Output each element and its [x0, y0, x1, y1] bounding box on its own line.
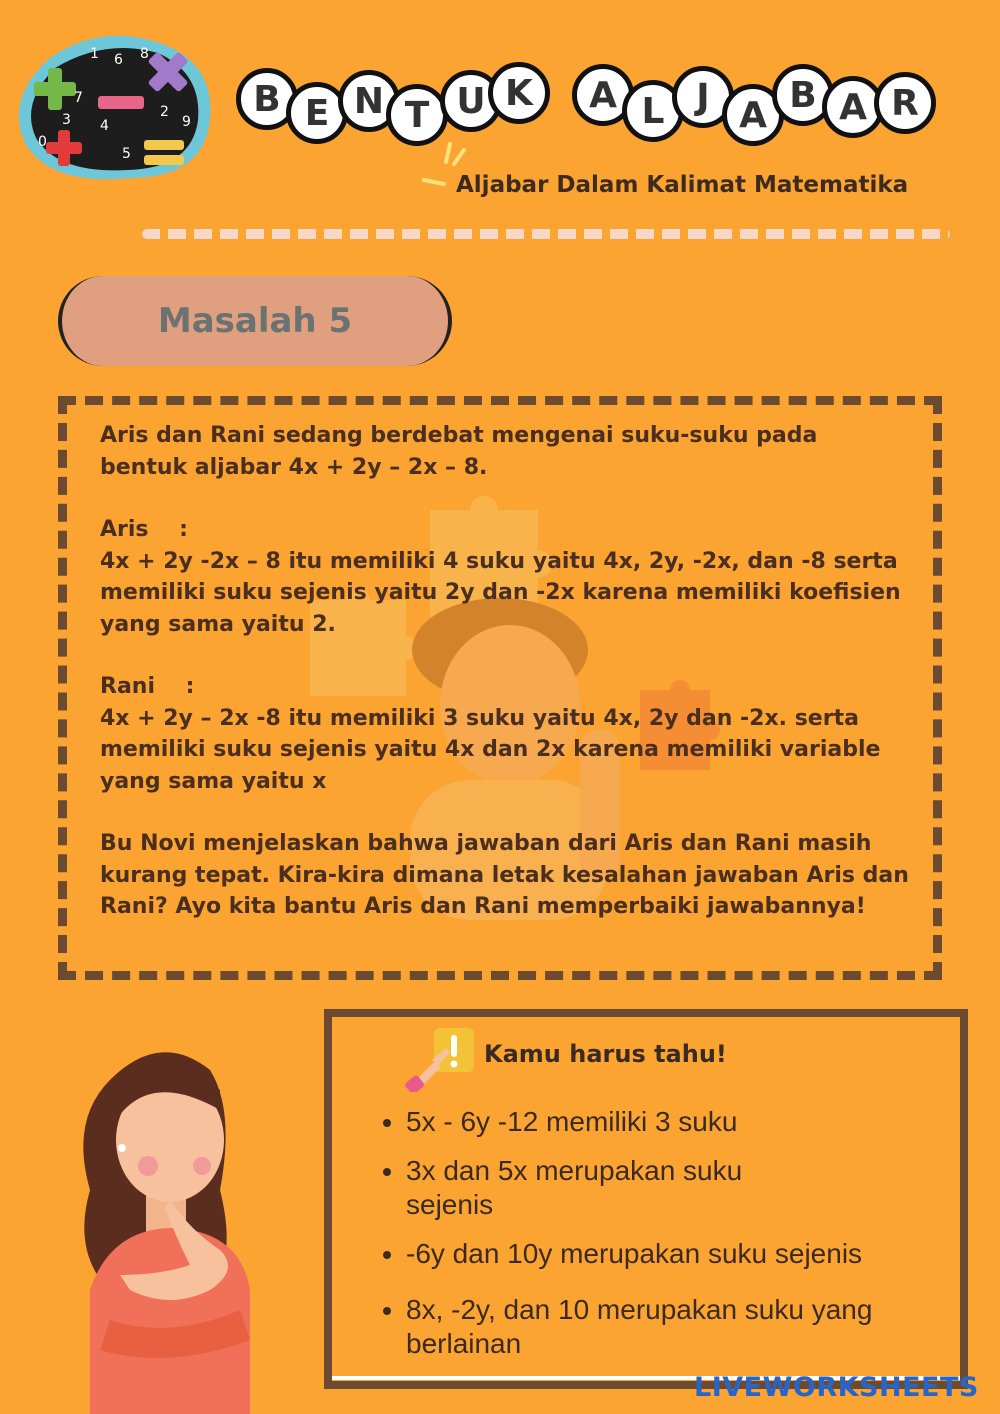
title-letter: E	[286, 82, 348, 144]
info-list	[380, 1105, 976, 1376]
problem-question: Bu Novi menjelaskan bahwa jawaban dari Aris dan Rani masih kurang tepat. Kira-kira dimana letak kesalahan jawaban Aris dan Rani? Ayo kita bantu Aris dan Rani memperbaiki jawabannya!	[100, 831, 909, 919]
svg-text:4: 4	[100, 118, 109, 134]
list-item: • 3x dan 5x merupakan suku sejenis	[406, 1154, 806, 1222]
svg-text:2: 2	[160, 104, 169, 120]
problem-text	[100, 420, 910, 954]
title-letter: A	[722, 84, 784, 146]
svg-text:3: 3	[62, 112, 71, 128]
title-letter: A	[822, 76, 884, 138]
svg-text:7: 7	[74, 90, 83, 106]
aris-label: Aris :	[100, 517, 188, 542]
aris-answer: 4x + 2y -2x – 8 itu memiliki 4 suku yaitu 4x, 2y, -2x, dan -8 serta memiliki suku sejenis yaitu 2y dan -2x karena memiliki koefisien yang sama yaitu 2.	[100, 548, 901, 637]
info-title: Kamu harus tahu!	[484, 1040, 727, 1068]
title-letter: N	[338, 70, 400, 132]
svg-text:0: 0	[38, 134, 47, 150]
title-letter: B	[236, 68, 298, 130]
title-letter: J	[672, 66, 734, 128]
subtitle: Aljabar Dalam Kalimat Matematika	[456, 172, 909, 198]
title-letter: K	[488, 62, 550, 124]
thinking-woman-illustration	[50, 1040, 290, 1414]
svg-text:9: 9	[182, 114, 191, 130]
title-letter: B	[772, 64, 834, 126]
svg-text:5: 5	[122, 146, 131, 162]
title-letter: U	[440, 70, 502, 132]
title-letter: A	[572, 64, 634, 126]
svg-text:8: 8	[140, 46, 149, 62]
liveworksheets-logo[interactable]	[694, 1372, 979, 1403]
liveworksheets-text: LIVEWORKSHEETS	[694, 1372, 979, 1403]
list-item: • -6y dan 10y merupakan suku sejenis	[406, 1237, 976, 1271]
exclamation-icon	[451, 1035, 457, 1057]
title-letter: T	[386, 84, 448, 146]
pointing-hand-icon	[404, 1026, 480, 1092]
problem-label-text: Masalah 5	[157, 301, 353, 341]
rani-answer: 4x + 2y – 2x -8 itu memiliki 3 suku yaitu 4x, 2y dan -2x. serta memiliki suku sejenis yaitu 4x dan 2x karena memiliki variable yang sama yaitu x	[100, 705, 881, 794]
title-letter: L	[622, 80, 684, 142]
problem-label	[58, 276, 452, 366]
list-item: • 8x, -2y, dan 10 merupakan suku yang berlainan	[406, 1293, 976, 1361]
decorative-divider	[142, 229, 950, 239]
rani-label: Rani :	[100, 674, 195, 699]
math-symbols-icon	[10, 28, 220, 188]
page-title	[232, 62, 952, 152]
problem-intro: Aris dan Rani sedang berdebat mengenai suku-suku pada bentuk aljabar 4x + 2y – 2x – 8.	[100, 423, 818, 480]
list-item: • 5x - 6y -12 memiliki 3 suku	[406, 1105, 976, 1139]
svg-text:6: 6	[114, 52, 123, 68]
title-letter: R	[874, 72, 936, 134]
svg-text:1: 1	[90, 46, 99, 62]
